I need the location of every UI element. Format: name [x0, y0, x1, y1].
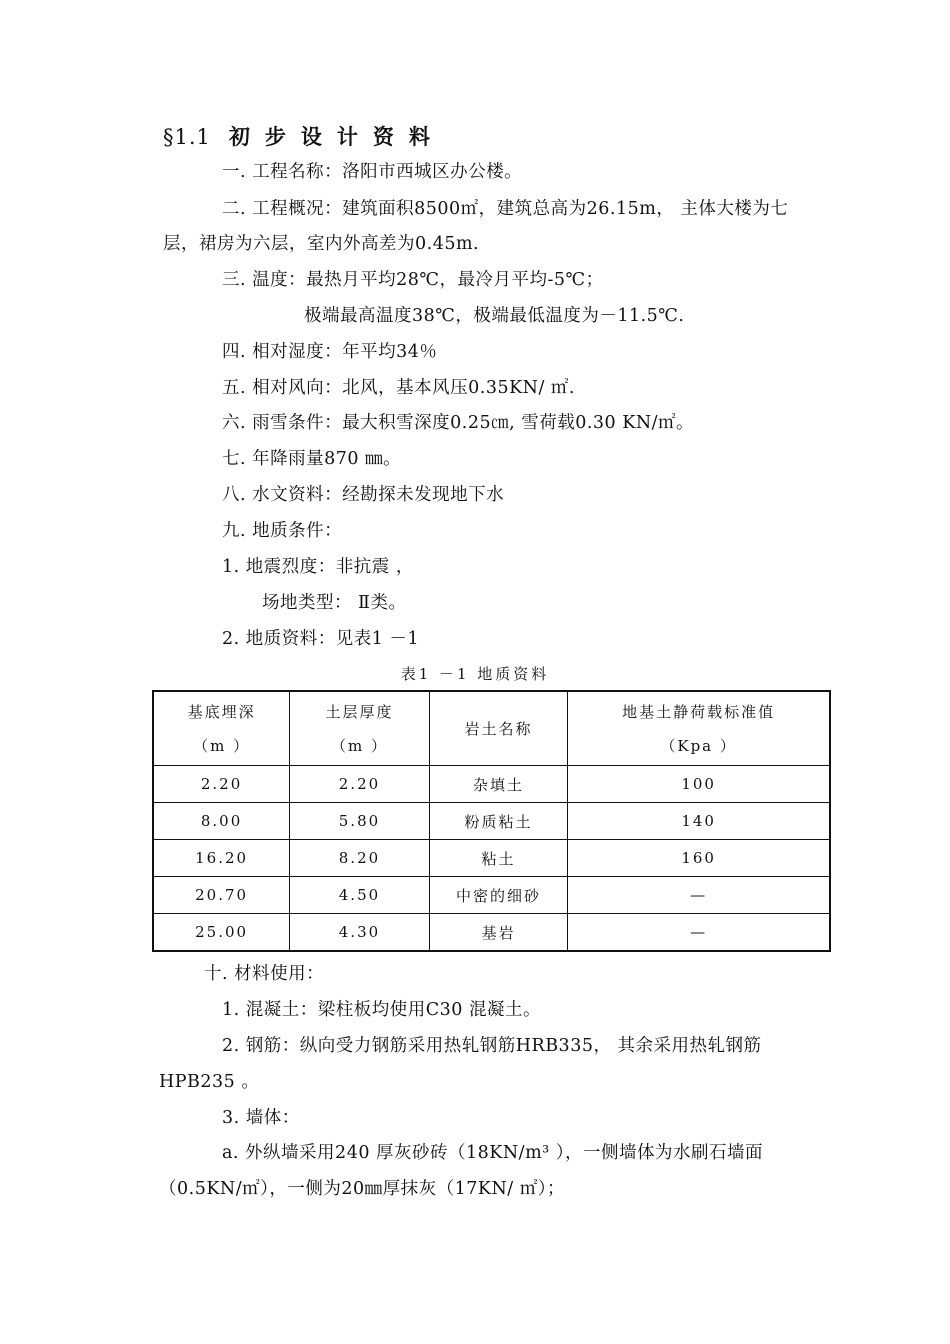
item-humidity: 四. 相对湿度：年平均34％	[222, 342, 438, 362]
cell-thickness: 8.20	[290, 840, 430, 877]
cell-soil-name: 粉质粘土	[429, 803, 568, 840]
item-overview-line2: 层，裙房为六层，室内外高差为0.45m.	[163, 234, 480, 254]
item-hydrology: 八. 水文资料：经勘探未发现地下水	[222, 485, 505, 505]
item-site-type: 场地类型： Ⅱ类。	[262, 593, 407, 613]
cell-depth: 8.00	[153, 803, 290, 840]
cell-bearing: —	[568, 914, 830, 952]
table-row	[153, 914, 830, 952]
cell-bearing: 160	[568, 840, 830, 877]
table-row	[153, 803, 830, 840]
header-unit: （m ）	[193, 736, 251, 755]
section-title	[163, 121, 445, 151]
cell-soil-name: 中密的细砂	[429, 877, 568, 914]
item-geology-data: 2. 地质资料：见表1 －1	[222, 629, 420, 649]
cell-thickness: 4.50	[290, 877, 430, 914]
cell-depth: 25.00	[153, 914, 290, 952]
item-rainfall: 七. 年降雨量870 ㎜。	[222, 449, 402, 469]
table-row	[153, 766, 830, 803]
item-project-name: 一. 工程名称：洛阳市西城区办公楼。	[222, 162, 523, 182]
cell-thickness: 2.20	[290, 766, 430, 803]
cell-bearing: 100	[568, 766, 830, 803]
cell-depth: 20.70	[153, 877, 290, 914]
cell-soil-name: 粘土	[429, 840, 568, 877]
material-rebar-line1: 2. 钢筋：纵向受力钢筋采用热轧钢筋HRB335， 其余采用热轧钢筋	[222, 1036, 762, 1056]
table-row	[153, 877, 830, 914]
material-wall-a-line2: （0.5KN/㎡），一侧为20㎜厚抹灰（17KN/ ㎡）；	[159, 1179, 565, 1199]
table-row	[153, 840, 830, 877]
cell-depth: 16.20	[153, 840, 290, 877]
table-caption: 表1 －1 地质资料	[400, 665, 550, 683]
header-label: 地基土静荷载标准值	[622, 702, 776, 721]
table-header-row	[153, 691, 830, 766]
item-temperature-line1: 三. 温度：最热月平均28℃，最冷月平均-5℃；	[222, 270, 604, 290]
item-wind: 五. 相对风向：北风，基本风压0.35KN/ ㎡.	[222, 378, 575, 398]
material-wall-a-line1: a. 外纵墙采用240 厚灰砂砖（18KN/m³ ），一侧墙体为水刷石墙面	[222, 1143, 763, 1163]
section-heading: 初步设计资料	[228, 124, 445, 149]
cell-thickness: 5.80	[290, 803, 430, 840]
item-temperature-line2: 极端最高温度38℃，极端最低温度为－11.5℃.	[304, 306, 685, 326]
header-thickness	[290, 691, 430, 766]
cell-soil-name: 基岩	[429, 914, 568, 952]
material-concrete: 1. 混凝土：梁柱板均使用C30 混凝土。	[222, 1000, 541, 1020]
cell-depth: 2.20	[153, 766, 290, 803]
geology-table	[152, 690, 831, 952]
section-number: §1.1	[163, 125, 211, 149]
cell-bearing: —	[568, 877, 830, 914]
header-label: 土层厚度	[325, 702, 394, 721]
header-depth	[153, 691, 290, 766]
cell-thickness: 4.30	[290, 914, 430, 952]
materials-heading: 十. 材料使用：	[204, 964, 325, 984]
material-rebar-line2: HPB235 。	[159, 1072, 260, 1092]
item-geology: 九. 地质条件：	[222, 521, 343, 541]
cell-soil-name: 杂填土	[429, 766, 568, 803]
header-label: 岩土名称	[464, 720, 533, 738]
header-label: 基底埋深	[187, 702, 256, 721]
material-wall: 3. 墙体：	[222, 1108, 300, 1128]
header-unit: （Kpa ）	[660, 736, 737, 755]
header-bearing	[568, 691, 830, 766]
item-seismic: 1. 地震烈度：非抗震 ，	[222, 557, 414, 577]
item-snow: 六. 雨雪条件：最大积雪深度0.25㎝, 雪荷载0.30 KN/㎡。	[222, 413, 695, 433]
item-overview-line1: 二. 工程概况：建筑面积8500㎡，建筑总高为26.15m， 主体大楼为七	[222, 199, 789, 219]
header-unit: （m ）	[330, 736, 388, 755]
header-soil-name	[429, 691, 568, 766]
cell-bearing: 140	[568, 803, 830, 840]
